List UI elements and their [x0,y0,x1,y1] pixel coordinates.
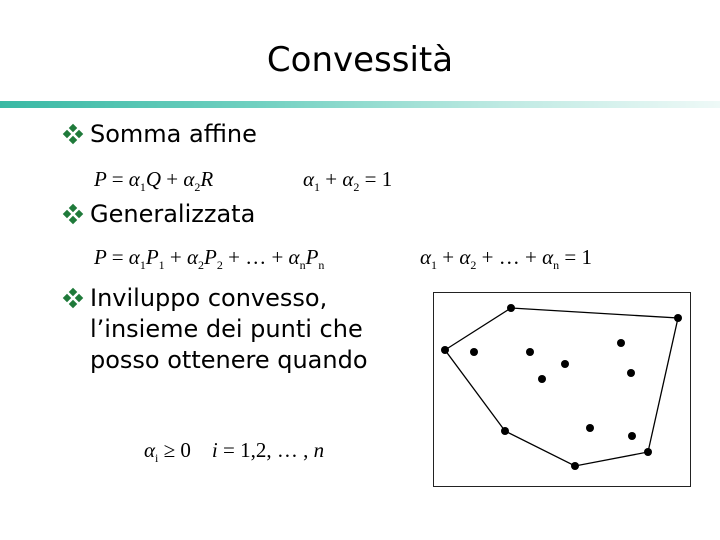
convex-hull-diagram [433,292,691,487]
bullet-line-3: posso ottenere quando [90,346,368,374]
formula-general-sum: $P = \alpha_1P_1 + \alpha_2P_2$ + … + $\alpha_nP_n$ [94,245,325,273]
interior-point [470,348,478,356]
bullet-diamond-icon [62,203,84,225]
formula-condition: $\alpha_i \ge 0$ i = 1,2, … , n [144,438,325,466]
bullet-line-1: Inviluppo convesso, [90,284,328,312]
hull-point [571,462,579,470]
interior-point [526,348,534,356]
interior-point [586,424,594,432]
formula-affine-sum: $P = \alpha_1Q + \alpha_2R$ [94,167,214,195]
interior-point [538,375,546,383]
hull-point [674,314,682,322]
title-divider [0,101,720,108]
bullet-line-2: l’insieme dei punti che [90,315,363,343]
hull-point [644,448,652,456]
interior-point [627,369,635,377]
formula-general-weights: $\alpha_1 + \alpha_2$ + … + $\alpha_n = 1$ [420,245,592,273]
bullet-text-block [90,283,368,376]
hull-point [441,346,449,354]
convex-hull-figure [433,292,691,487]
bullet-generalized [62,199,255,230]
interior-point [561,360,569,368]
slide-title: Convessità [266,40,454,80]
bullet-diamond-icon [62,123,84,145]
bullet-diamond-icon [62,287,84,309]
hull-polygon [445,308,678,466]
bullet-affine-sum [62,119,257,150]
interior-point [617,339,625,347]
bullet-text: Generalizzata [90,200,256,228]
hull-point [507,304,515,312]
formula-affine-weights: $\alpha_1 + \alpha_2 = 1$ [303,167,393,195]
bullet-convex-hull [62,283,368,376]
bullet-text: Somma affine [90,120,257,148]
hull-point [501,427,509,435]
interior-point [628,432,636,440]
